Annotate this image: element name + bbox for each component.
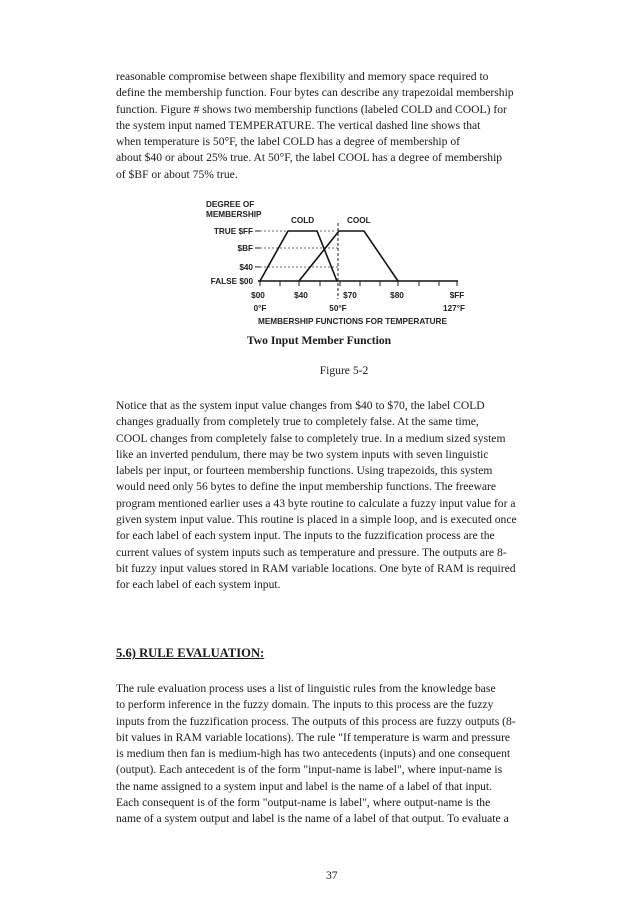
intro-paragraph: reasonable compromise between shape flexibility and memory space required to define the membership function. Four bytes can describe any trapezoidal membership function. Figure # shows two membership functions (labeled COLD and COOL) for the system input named TEMPERATURE. The vertical dashed line shows that when temperature is 50°F, the label COLD has a degree of membership of about $40 or about 25% true. At 50°F, the label COOL has a degree of membership of $BF or about 75% true.: [116, 70, 514, 181]
y-label-true: TRUE $FF: [213, 227, 253, 236]
cold-membership-curve: [260, 231, 337, 281]
x-label-ff: $FF: [449, 291, 465, 300]
x-axis-ticks: [260, 281, 457, 286]
cold-label: COLD: [291, 216, 315, 225]
cool-membership-curve: [299, 231, 398, 281]
membership-function-figure: [200, 196, 472, 332]
temp-label-50f: 50°F: [329, 304, 347, 313]
y-label-false: FALSE $00: [210, 277, 253, 286]
section-heading: 5.6) RULE EVALUATION:: [116, 646, 265, 660]
rule-evaluation-paragraph: The rule evaluation process uses a list of linguistic rules from the knowledge base to perform inference in the fuzzy domain. The inputs to this process are the fuzzy inputs from the fuzzification process. The outputs of this process are fuzzy outputs (8- bit values in RAM variable locations). The rule "If temperature is warm and pressure is medium then fan is medium-high has two antecedents (inputs) and one consequent (output). Each antecedent is of the form "input-name is label", where input-name is the name assigned to a system input and label is the name of a label of that input. Each consequent is of the form "output-name is label", where output-name is the name of a system output and label is the name of a label of that output. To evaluate a: [116, 682, 516, 826]
x-label-70: $70: [343, 291, 357, 300]
figure-number: Figure 5-2: [319, 364, 369, 377]
x-axis-title: MEMBERSHIP FUNCTIONS FOR TEMPERATURE: [258, 317, 447, 326]
temp-label-127f: 127°F: [443, 304, 465, 313]
figure-caption-title: Two Input Member Function: [246, 334, 392, 347]
fuzzification-paragraph: Notice that as the system input value changes from $40 to $70, the label COLD changes gradually from completely true to completely false. At the same time, COOL changes from completely false to completely true. In a medium sized system like an inverted pendulum, there may be two system inputs with seven linguistic labels per input, or fourteen membership functions. Using trapezoids, this system would need only 56 bytes to define the input membership functions. The freeware program mentioned earlier uses a 43 byte routine to calculate a fuzzy input value for a given system input value. This routine is placed in a simple loop, and is executed once for each label of each system input. The inputs to the fuzzification process are the current values of system inputs such as temperature and pressure. The outputs are 8- bit fuzzy input values stored in RAM variable locations. One byte of RAM is required for each label of each system input.: [116, 399, 517, 592]
x-label-80: $80: [390, 291, 404, 300]
y-axis-title-line2: MEMBERSHIP: [206, 210, 262, 219]
y-label-40: $40: [239, 263, 253, 272]
temp-label-0f: 0°F: [253, 304, 267, 313]
y-label-bf: $BF: [237, 244, 253, 253]
x-label-40: $40: [294, 291, 308, 300]
page-number: 37: [326, 869, 338, 882]
cool-label: COOL: [347, 216, 371, 225]
y-axis-ticks: [255, 231, 260, 267]
y-axis-title-line1: DEGREE OF: [206, 200, 255, 209]
x-label-00: $00: [251, 291, 265, 300]
